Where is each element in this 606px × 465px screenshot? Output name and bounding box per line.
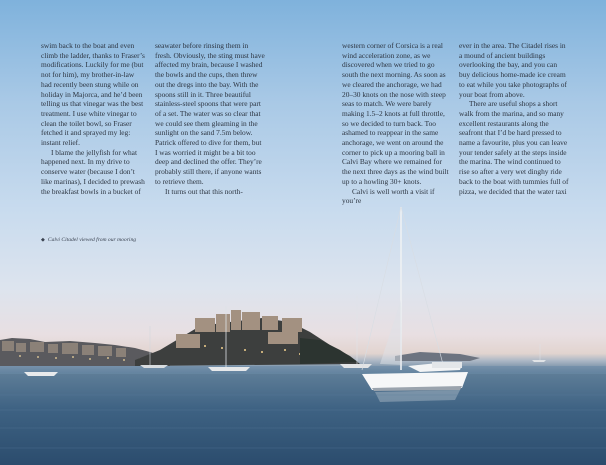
- column-4-paragraph-1: ever in the area. The Citadel rises in a mound of ancient buildings overlooking the bay, and you can buy delicious home-made ice cream to eat while you take photographs of your boat from above.: [459, 41, 567, 99]
- column-3-paragraph-2: Calvi is well worth a visit if you’re: [342, 186, 435, 206]
- text-column-1: [41, 41, 145, 196]
- column-2-paragraph-2: It turns out that this north-: [165, 186, 243, 196]
- column-3-paragraph-1: western corner of Corsica is a real wind acceleration zone, as we discovered when we tried to go south the next morning. As soon as we cleared the anchorage, we had 20–30 knots on the nose with steep seas to match. We were barely making 1.5–2 knots at full throttle, so we decided to turn back. Too ashamed to reappear in the same anchorage, we went on around the corner to pick up a mooring ball in Calvi Bay where we remained for the next three days as the wind built up to a howling 30+ knots.: [342, 41, 449, 186]
- main-sailboat: [362, 207, 468, 391]
- distant-headland: [395, 352, 480, 361]
- column-2-paragraph-1: seawater before rinsing them in fresh. Obviously, the sting must have affected my brain, because I washed the bowls and the cups, then threw out the dregs into the bay. With the spoons still in it. Three beautiful stainless-steel spoons that were part of a set. The water was so clear that we could see them gleaming in the sunlight on the sand 7.5m below. Patrick offered to dive for them, but I was worried it might be a bit too deep and declined the offer. They’re probably still there, if anyone wants to retrieve them.: [155, 41, 265, 186]
- caption-marker-icon: ◆: [41, 238, 45, 243]
- photo-caption: [41, 237, 136, 243]
- text-column-2: [155, 41, 265, 196]
- boat-reflection: [375, 390, 460, 402]
- text-column-3: [342, 41, 450, 206]
- sea-shimmer: [0, 366, 606, 374]
- column-4-paragraph-2: There are useful shops a short walk from the marina, and so many excellent restaurants along the seafront that I’d be hard pressed to name a favourite, plus you can leave your tender safely at the steps inside the marina. The wind continued to rise so after a very wet dinghy ride back to the boat with tummies full of pizza, we decided that the water taxi: [459, 99, 569, 196]
- caption-text: Calvi Citadel viewed from our mooring: [47, 237, 137, 243]
- trees: [300, 338, 358, 364]
- column-1-paragraph-2: I blame the jellyfish for what happened next. In my drive to conserve water (because I don’t like marinas), I decided to prewash the breakfast bowls in a bucket of: [41, 147, 145, 196]
- wave-lines: [0, 395, 606, 448]
- text-column-4: [459, 41, 569, 196]
- column-1-paragraph-1: swim back to the boat and even climb the ladder, thanks to Fraser’s modifications. Luckily for me (but not for him), my brother-in-law had recently been stung while on holiday in Majorca, and he’d been telling us that vinegar was the best treatment. I use white vinegar to clean the toilet bowl, so Fraser fetched it and sprayed my leg: instant relief.: [41, 41, 145, 148]
